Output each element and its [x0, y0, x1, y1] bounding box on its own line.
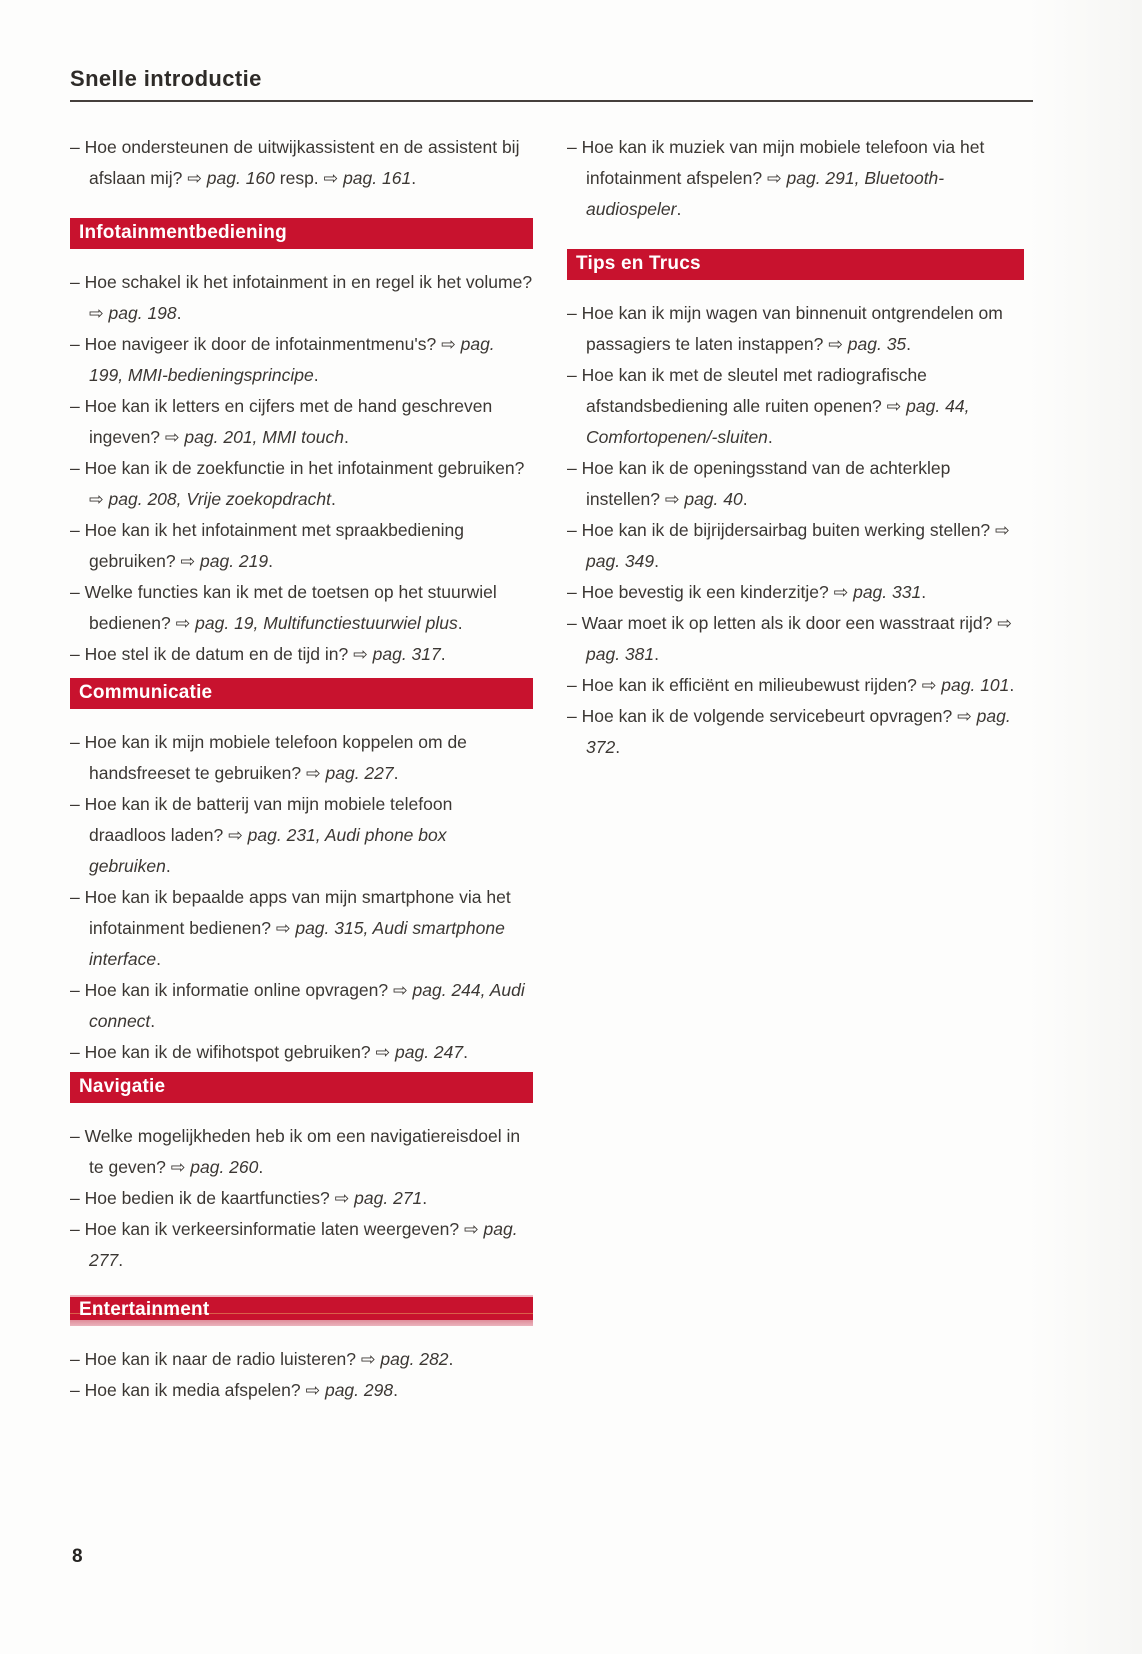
- question-text: Hoe kan ik de bijrijdersairbag buiten werking stellen?: [581, 520, 996, 540]
- question-item: [70, 639, 533, 670]
- page-reference: ⇨ pag. 291, Bluetooth-audiospeler: [586, 168, 945, 219]
- question-text: Hoe ondersteunen de uitwijkassistent en de assistent bij afslaan mij?: [84, 137, 520, 188]
- question-item: [70, 1375, 533, 1406]
- question-text: .: [654, 644, 659, 664]
- question-text: Hoe kan ik de batterij van mijn mobiele telefoon draadloos laden?: [84, 794, 453, 845]
- page-reference: ⇨ pag. 101: [921, 675, 1010, 695]
- question-text: .: [343, 427, 349, 447]
- page-reference: ⇨ pag. 161: [323, 168, 412, 188]
- page-number: 8: [72, 1546, 83, 1567]
- title-rule: [70, 100, 1033, 102]
- page-reference: ⇨ pag. 372: [586, 706, 1011, 757]
- page-reference: ⇨ pag. 271: [334, 1188, 423, 1208]
- question-text: Hoe kan ik muziek van mijn mobiele telefoon via het infotainment afspelen?: [581, 137, 985, 188]
- question-text: .: [615, 737, 621, 757]
- question-text: Hoe kan ik de openingsstand van de achterklep instellen?: [581, 458, 951, 509]
- question-text: Hoe kan ik verkeersinformatie laten weergeven?: [84, 1219, 464, 1239]
- page-reference: ⇨ pag. 349: [586, 520, 1010, 571]
- question-text: .: [176, 303, 182, 323]
- question-item: [70, 975, 533, 1037]
- page-reference: ⇨ pag. 208, Vrije zoekopdracht: [89, 489, 331, 509]
- question-list-navigatie: [70, 1121, 533, 1276]
- question-text: .: [268, 551, 273, 571]
- question-item: [567, 453, 1024, 515]
- question-text: .: [411, 168, 417, 188]
- question-text: .: [313, 365, 319, 385]
- question-text: .: [331, 489, 336, 509]
- page-reference: ⇨ pag. 198: [89, 303, 177, 323]
- page-title: Snelle introductie: [70, 66, 262, 91]
- section-tips-en-trucs: [567, 249, 1024, 763]
- page-reference: ⇨ pag. 199, MMI-bedieningsprincipe: [89, 334, 495, 385]
- question-item: [70, 1037, 533, 1068]
- question-item: [567, 132, 1024, 225]
- page-reference: ⇨ pag. 40: [664, 489, 743, 509]
- page-reference: ⇨ pag. 201, MMI touch: [164, 427, 344, 447]
- question-text: Hoe kan ik met de sleutel met radiografische afstandsbediening alle ruiten openen?: [581, 365, 927, 416]
- question-text: .: [654, 551, 659, 571]
- question-text: Hoe stel ik de datum en de tijd in?: [84, 644, 354, 664]
- page-reference: ⇨ pag. 247: [375, 1042, 464, 1062]
- question-text: Welke mogelijkheden heb ik om een navigatiereisdoel in te geven?: [84, 1126, 521, 1177]
- question-text: Hoe kan ik efficiënt en milieubewust rijden?: [581, 675, 922, 695]
- question-text: .: [906, 334, 912, 354]
- question-item: [567, 608, 1024, 670]
- question-text: .: [457, 613, 463, 633]
- intro-question-list-right: [567, 132, 1024, 225]
- question-text: Hoe kan ik mijn mobiele telefoon koppelen om de handsfreeset te gebruiken?: [84, 732, 467, 783]
- question-text: Hoe kan ik de zoekfunctie in het infotainment gebruiken?: [84, 458, 525, 478]
- section-communicatie: [70, 678, 533, 1068]
- question-item: [70, 515, 533, 577]
- question-text: .: [393, 1380, 398, 1400]
- question-text: Hoe schakel ik het infotainment in en regel ik het volume?: [84, 272, 533, 292]
- question-item: [70, 132, 533, 194]
- question-item: [567, 515, 1024, 577]
- question-item: [70, 789, 533, 882]
- question-text: Hoe kan ik de wifihotspot gebruiken?: [84, 1042, 376, 1062]
- section-infotainmentbediening: [70, 218, 533, 670]
- question-item: [70, 453, 533, 515]
- question-item: [567, 670, 1024, 701]
- page-reference: ⇨ pag. 35: [828, 334, 907, 354]
- question-text: .: [463, 1042, 469, 1062]
- question-text: .: [440, 644, 446, 664]
- question-text: .: [1009, 675, 1015, 695]
- question-text: .: [676, 199, 682, 219]
- page-reference: ⇨ pag. 227: [305, 763, 394, 783]
- page-reference: ⇨ pag. 44, Comfortopenen/-sluiten: [586, 396, 970, 447]
- question-text: Hoe navigeer ik door de infotainmentmenu's?: [84, 334, 442, 354]
- question-list-entertainment: [70, 1344, 533, 1406]
- question-item: [70, 727, 533, 789]
- question-item: [70, 391, 533, 453]
- question-item: [70, 577, 533, 639]
- page-reference: ⇨ pag. 282: [360, 1349, 449, 1369]
- question-item: [567, 577, 1024, 608]
- page-reference: ⇨ pag. 19, Multifunctiestuurwiel plus: [175, 613, 458, 633]
- question-text: .: [165, 856, 171, 876]
- question-text: .: [422, 1188, 428, 1208]
- question-text: Welke functies kan ik met de toetsen op het stuurwiel bedienen?: [84, 582, 497, 633]
- question-list-infotainmentbediening: [70, 267, 533, 670]
- question-text: .: [448, 1349, 454, 1369]
- question-item: [70, 882, 533, 975]
- page-reference: ⇨ pag. 244, Audi connect: [89, 980, 525, 1031]
- page-reference: ⇨ pag. 381: [586, 613, 1012, 664]
- question-text: resp.: [274, 168, 324, 188]
- question-text: Hoe kan ik de volgende servicebeurt opvragen?: [581, 706, 958, 726]
- page-reference: ⇨ pag. 317: [353, 644, 441, 664]
- question-text: Hoe bevestig ik een kinderzitje?: [581, 582, 834, 602]
- page-reference: ⇨ pag. 315, Audi smartphone interface: [89, 918, 505, 969]
- question-text: .: [742, 489, 748, 509]
- question-item: [70, 1121, 533, 1183]
- question-text: Hoe kan ik media afspelen?: [84, 1380, 306, 1400]
- question-text: .: [150, 1011, 156, 1031]
- page-reference: ⇨ pag. 331: [833, 582, 922, 602]
- question-text: .: [767, 427, 773, 447]
- question-item: [70, 267, 533, 329]
- question-item: [567, 298, 1024, 360]
- question-item: [70, 1183, 533, 1214]
- question-item: [70, 329, 533, 391]
- question-text: Waar moet ik op letten als ik door een wasstraat rijd?: [581, 613, 998, 633]
- page-reference: ⇨ pag. 160: [187, 168, 275, 188]
- question-text: Hoe kan ik het infotainment met spraakbediening gebruiken?: [84, 520, 465, 571]
- question-text: .: [156, 949, 161, 969]
- page-reference: ⇨ pag. 298: [305, 1380, 394, 1400]
- question-text: .: [258, 1157, 264, 1177]
- question-item: [70, 1214, 533, 1276]
- section-header-communicatie: Communicatie: [70, 678, 533, 709]
- question-item: [70, 1344, 533, 1375]
- page-reference: ⇨ pag. 277: [89, 1219, 518, 1270]
- question-text: Hoe kan ik bepaalde apps van mijn smartphone via het infotainment bedienen?: [84, 887, 511, 938]
- question-text: Hoe kan ik naar de radio luisteren?: [84, 1349, 361, 1369]
- section-header-tips-en-trucs: Tips en Trucs: [567, 249, 1024, 280]
- question-list-communicatie: [70, 727, 533, 1068]
- left-column: [70, 126, 533, 1406]
- intro-question-list-left: [70, 132, 533, 194]
- right-column: [567, 126, 1024, 763]
- section-entertainment: [70, 1295, 533, 1406]
- question-text: Hoe kan ik letters en cijfers met de hand geschreven ingeven?: [84, 396, 493, 447]
- page-reference: ⇨ pag. 260: [170, 1157, 259, 1177]
- question-text: Hoe kan ik informatie online opvragen?: [84, 980, 393, 1000]
- section-navigatie: [70, 1072, 533, 1276]
- section-header-infotainmentbediening: Infotainmentbediening: [70, 218, 533, 249]
- question-item: [567, 360, 1024, 453]
- question-text: .: [118, 1250, 124, 1270]
- question-item: [567, 701, 1024, 763]
- question-text: .: [921, 582, 927, 602]
- section-header-entertainment: Entertainment: [70, 1295, 533, 1326]
- question-text: Hoe bedien ik de kaartfuncties?: [84, 1188, 335, 1208]
- question-list-tips-en-trucs: [567, 298, 1024, 763]
- section-header-navigatie: Navigatie: [70, 1072, 533, 1103]
- question-text: .: [393, 763, 399, 783]
- page-reference: ⇨ pag. 219: [180, 551, 269, 571]
- page-reference: ⇨ pag. 231, Audi phone box gebruiken: [89, 825, 447, 876]
- question-text: Hoe kan ik mijn wagen van binnenuit ontgrendelen om passagiers te laten instappen?: [581, 303, 1003, 354]
